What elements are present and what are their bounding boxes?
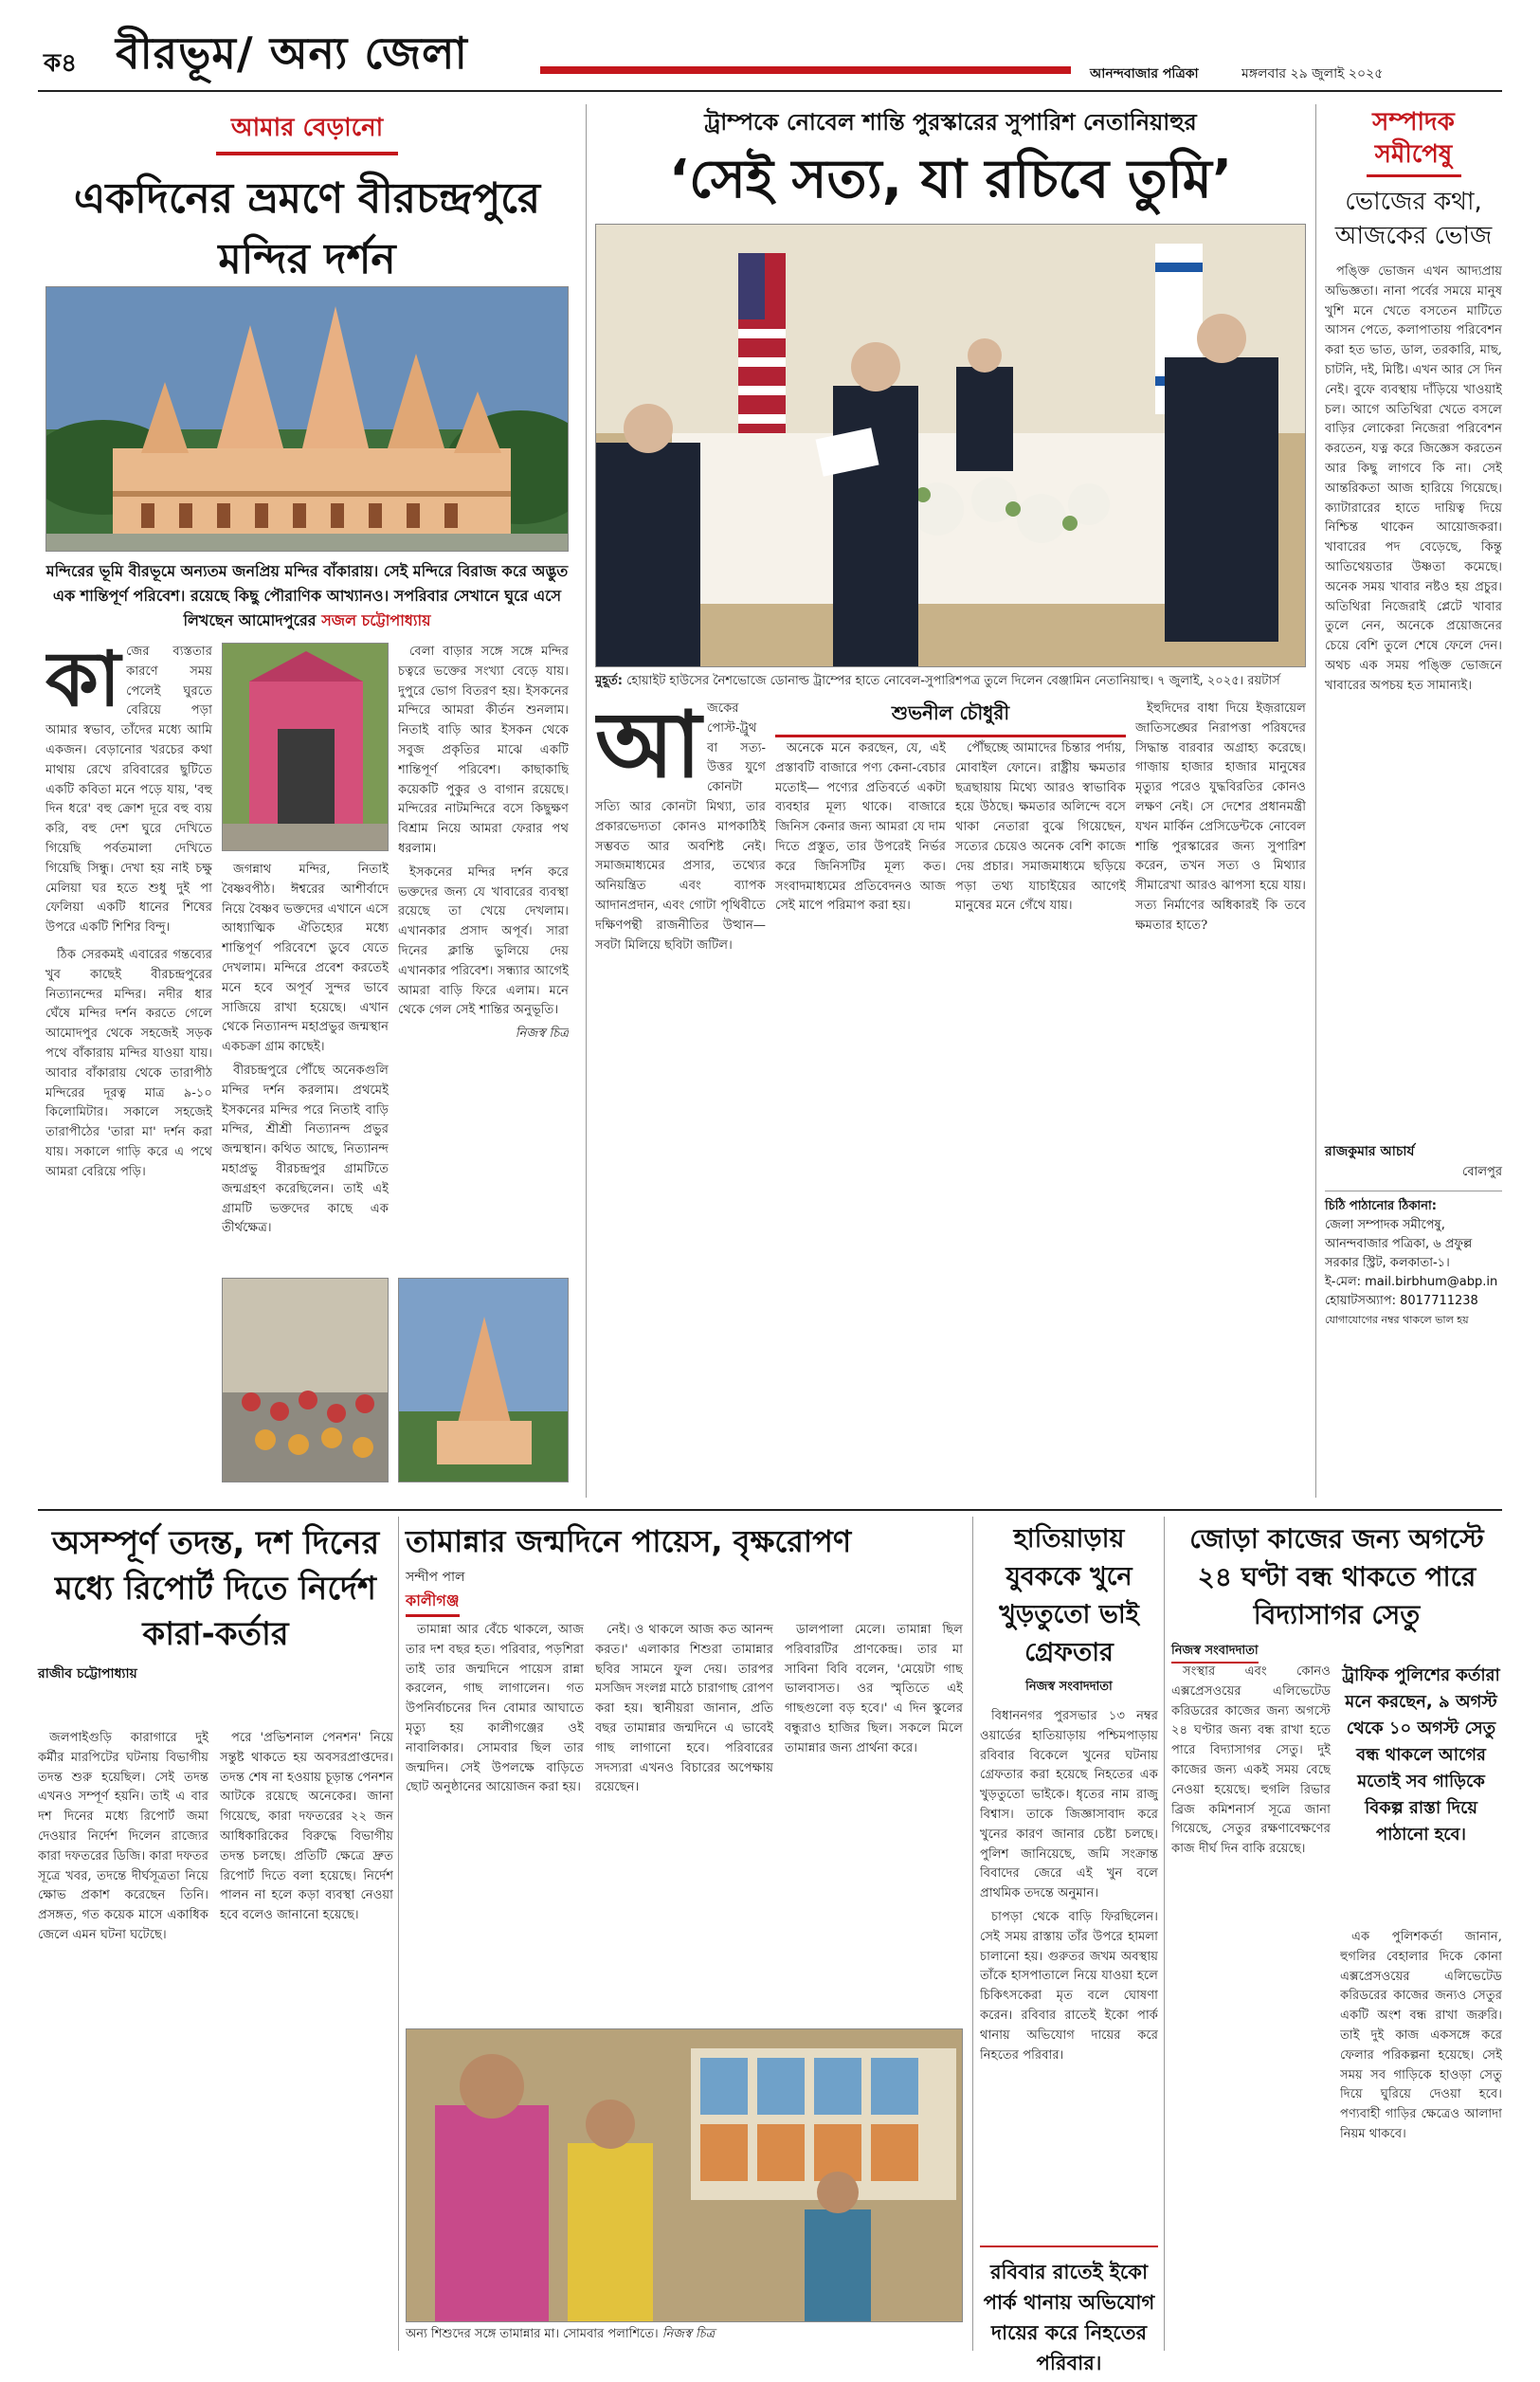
issue-date: মঙ্গলবার ২৯ জুলাই ২০২৫: [1241, 66, 1384, 82]
story4-column-1: [1171, 1663, 1331, 2345]
story2-col1-text: তামান্না আর বেঁচে থাকলে, আজ তার দশ বছর হত। পরিবার, পড়শিরা তাই তার জন্মদিনে পায়েস রান্না করলেন, গাছ লাগালেন। গত উপনির্বাচনের দিন বোমার আঘাতে মৃত্যু হয় কালীগঞ্জের ওই নাবালিকার। সোমবার ছিল তার জন্মদিন। সেই উপলক্ষে বাড়িতে ছোট অনুষ্ঠানের আয়োজন করা হয়।: [406, 1623, 584, 1795]
dinner-illustration: [596, 225, 1306, 667]
story-tamanna: [406, 1520, 967, 2355]
travel-col2b-text: বীরচন্দ্রপুরে পৌঁছে অনেকগুলি মন্দির দর্শন করলাম। প্রথমেই ইসকনের মন্দির পরে নিতাই বাড়ি মন্দির, শ্রীশ্রী নিত্যানন্দ প্রভুর জন্মস্থান। কথিত আছে, নিত্যানন্দ মহাপ্রভু বীরচন্দ্রপুর গ্রামটিতে জন্মগ্রহণ করেছিলেন। তাই এই গ্রামটি ভক্তদের কাছে এক তীর্থক্ষেত্র।: [222, 1063, 389, 1236]
story4-author: নিজস্ব সংবাদদাতা: [1171, 1642, 1259, 1664]
temple-small-illustration: [399, 1279, 569, 1482]
story2-headline: তামান্নার জন্মদিনে পায়েস, বৃক্ষরোপণ: [406, 1523, 852, 1559]
lead-kicker: ট্রাম্পকে নোবেল শান্তি পুরস্কারের সুপারিশ নেতানিয়াহুর: [704, 109, 1197, 136]
travel-tag: আমার বেড়ানো: [216, 106, 398, 155]
address-text: জেলা সম্পাদক সমীপেষু, আনন্দবাজার পত্রিকা, ৬ প্রফুল্ল সরকার স্ট্রিট, কলকাতা-১।: [1325, 1218, 1473, 1270]
story2-caption: [406, 2326, 963, 2343]
travel-column-3: [398, 643, 569, 1249]
lead-col3-text: পৌঁছচ্ছে আমাদের চিন্তার পর্দায়, মোবাইল ফোনে। রাষ্ট্রীয় ক্ষমতার ছত্রছায়ায় মিথ্যে আরও স্বাভাবিক হয়ে উঠছে। ক্ষমতার অলিন্দে বসে থাকা নেতারা বুঝে গিয়েছেন, সত্যের চেয়েও অনেক বেশি কাজে দেয় প্রচার। সমাজমাধ্যমে ছড়িয়ে পড়া তথ্য যাচাইয়ের আগেই মানুষের মনে গেঁথে যায়।: [955, 741, 1126, 914]
story4-col2-text: এক পুলিশকর্তা জানান, হুগলির বেহালার দিকে কোনা এক্সপ্রেসওয়ের এলিভেটেড করিডরের কাজের জন্যও সেতুর একটি অংশ বন্ধ রাখা জরুরি। তাই দুই কাজ একসঙ্গে করে ফেলার পরিকল্পনা হয়েছে। সেই সময় সব গাড়িকে হাওড়া সেতু দিয়ে ঘুরিয়ে দেওয়া হবে। পণ্যবাহী গাড়ির ক্ষেত্রেও আলাদা নিয়ম থাকবে।: [1340, 1930, 1502, 2141]
temple-photo: [45, 286, 569, 552]
letters-body-text: পঙ্ক্তি ভোজন এখন আদ্যপ্রায় অভিজ্ঞতা। নানা পর্বের সময়ে মানুষ খুশি মনে খেতে বসতেন মাটিতে আসন পেতে, কলাপাতায় পরিবেশন করা হত ভাত, ডাল, তরকারি, মাছ, চাটনি, দই, মিষ্টি। এখন আর সে দিন নেই। বুফে ব্যবস্থায় দাঁড়িয়ে খাওয়াই চল। আগে অতিথিরা খেতে বসলে বাড়ির লোকেরা নিজেরা পরিবেশন করতেন, যত্ন করে জিজ্ঞেস করতেন আর কিছু লাগবে কি না। সেই আন্তরিকতা আজ হারিয়ে গিয়েছে। ক্যাটারারের হাতে দায়িত্ব দিয়ে নিশ্চিন্ত থাকেন আয়োজকরা। খাবারের পদ বেড়েছে, কিন্তু আতিথেয়তার উষ্ণতা কমেছে। অনেক সময় খাবার নষ্টও হয় প্রচুর। অতিথিরা নিজেরাই প্লেটে খাবার তুলে নেন, অনেকে প্রয়োজনের চেয়ে বেশি তুলে শেষে ফেলে দেন। অথচ এক সময় পঙ্ক্তি ভোজনে খাবারের অপচয় হত সামান্যই।: [1325, 264, 1502, 693]
travel-drop-cap: কা: [45, 643, 121, 723]
lead-story: [595, 106, 1306, 1500]
story4-headline: জোড়া কাজের জন্য অগস্টে ২৪ ঘণ্টা বন্ধ থাকতে পারে বিদ্যাসাগর সেতু: [1189, 1523, 1484, 1630]
story3-col1-text: বিধাননগর পুরসভার ১৩ নম্বর ওয়ার্ডের হাতিয়াড়ায় পশ্চিমপাড়ায় রবিবার বিকেলে খুনের ঘটনায় গ্রেফতার করা হয়েছে নিহতের এক খুড়তুতো ভাইকে। ধৃতের নাম রাজু বিশ্বাস। তাকে জিজ্ঞাসাবাদ করে খুনের কারণ জানার চেষ্টা চলছে। পুলিশ জানিয়েছে, জমি সংক্রান্ত বিবাদের জেরে এই খুন বলে প্রাথমিক তদন্তে অনুমান।: [980, 1709, 1158, 1901]
devotees-illustration: [223, 1279, 389, 1482]
caption-text: হোয়াইট হাউসের নৈশভোজে ডোনাল্ড ট্রাম্পের হাতে নোবেল-সুপারিশপত্র তুলে দিলেন বেঞ্জামিন নেতানিয়াহু। ৭ জুলাই, ২০২৫। রয়টার্স: [626, 674, 1280, 688]
children-illustration: [407, 2029, 963, 2322]
letters-tag-1: সম্পাদক: [1372, 108, 1455, 136]
caption-label: মুহূর্ত:: [595, 674, 624, 688]
story3-author: নিজস্ব সংবাদদাতা: [1025, 1680, 1113, 1694]
story4-column-2: [1340, 1928, 1502, 2345]
address-whatsapp: হোয়াটসঅ্যাপ: 8017711238: [1325, 1294, 1478, 1308]
story-jail: [38, 1520, 393, 2355]
story1-col2-text: পরে 'প্রভিশনাল পেনশন' নিয়ে সন্তুষ্ট থাকতে হয় অবসরপ্রাপ্তদের। তদন্ত শেষ না হওয়ায় চূড়ান্ত পেনশন আটকে রয়েছে অনেকের। জানা গিয়েছে, কারা দফতরের ২২ জন আধিকারিকের বিরুদ্ধে বিভাগীয় তদন্ত চলছে। প্রতিটি ক্ষেত্রে দ্রুত রিপোর্ট দিতে বলা হয়েছে। নির্দেশ পালন না হলে কড়া ব্যবস্থা নেওয়া হবে বলেও জানানো হয়েছে।: [220, 1731, 393, 1923]
lead-col4-text: ইহুদিদের বাধা দিয়ে ইজ়রায়েল জাতিসঙ্ঘের নিরাপত্তা পরিষদের সিদ্ধান্ত বারবার অগ্রাহ্য করেছে। গাজ়ায় হাজার হাজার মানুষের মৃত্যুর পরেও যুদ্ধবিরতির কোনও লক্ষণ নেই। সে দেশের প্রধানমন্ত্রী যখন মার্কিন প্রেসিডেন্টকে নোবেল শান্তি পুরস্কারের জন্য সুপারিশ করেন, তখন সত্য ও মিথ্যার সীমারেখা আরও ঝাপসা হয়ে যায়। সত্য নির্মাণের অধিকারই কি তবে ক্ষমতার হাতে?: [1135, 701, 1306, 933]
story3-headline: হাতিয়াড়ায় যুবককে খুনে খুড়তুতো ভাই গ্রেফতার: [999, 1524, 1139, 1667]
lead-byline: শুভনীল চৌধুরী: [775, 700, 1126, 737]
lead-column-3: [955, 739, 1126, 1496]
travel-col3-text: বেলা বাড়ার সঙ্গে সঙ্গে মন্দির চত্বরে ভক্তের সংখ্যা বেড়ে যায়। দুপুরে ভোগ বিতরণ হয়। ইসকনের মন্দিরে আমরা কীর্তন শুনলাম। নিতাই বাড়ি আর ইসকন থেকে সবুজ প্রকৃতির মাঝে একটি শান্তিপূর্ণ পরিবেশ। কাছাকাছি কয়েকটি পুকুর ও বাগান রয়েছে। মন্দিরের নাটমন্দিরে বসে কিছুক্ষণ বিশ্রাম নিয়ে আমরা ফেরার পথ ধরলাম।: [398, 645, 569, 856]
lead-caption: [595, 673, 1306, 690]
story2-place: কালীগঞ্জ: [406, 1589, 460, 1617]
letters-address-box: [1325, 1191, 1502, 1330]
travel-col4-text: ইসকনের মন্দির দর্শন করে ভক্তদের জন্য যে খাবারের ব্যবস্থা রয়েছে তা খেয়ে দেখলাম। এখানকার প্রসাদ অপূর্ব। সারা দিনের ক্লান্তি ভুলিয়ে দেয় এখানকার পরিবেশ। সন্ধ্যার আগেই আমরা বাড়ি ফিরে এলাম। মনে থেকে গেল সেই শান্তির অনুভূতি।: [398, 864, 569, 1018]
story1-column-2: [220, 1729, 393, 2345]
story3-body: [980, 1707, 1158, 2238]
story1-column-1: [38, 1729, 208, 2345]
travel-author: সজল চট্টোপাধ্যায়: [321, 611, 431, 629]
temple-illustration: [46, 287, 569, 552]
story2-column-2: [595, 1621, 773, 2019]
travel-col1b-text: ঠিক সেরকমই এবারের গন্তব্যের খুব কাছেই বীরচন্দ্রপুরের নিত্যানন্দের মন্দির। নদীর ধার ঘেঁষে মন্দির দর্শন করতে গেলে আমোদপুর থেকে সহজেই সড়ক পথে বাঁকারায় মন্দির যাওয়া যায়। আবার বাঁকারায় থেকে তারাপীঠ মন্দিরের দূরত্ব মাত্র ৯-১০ কিলোমিটার। সকালে সহজেই তারাপীঠের 'তারা মা' দর্শন করা যায়। সকালে গাড়ি করে এ পথে আমরা বেরিয়ে পড়ি।: [45, 947, 212, 1179]
story-bridge: [1171, 1520, 1502, 2355]
address-title: চিঠি পাঠানোর ঠিকানা:: [1325, 1199, 1437, 1213]
divider-bottom-2: [972, 1517, 973, 2351]
lead-column-4: [1135, 700, 1306, 1496]
story4-pullquote: ট্রাফিক পুলিশের কর্তারা মনে করছেন, ৯ অগস্ট থেকে ১০ অগস্ট সেতু বন্ধ থাকলে আগের মতোই সব গাড়িকে বিকল্প রাস্তা দিয়ে পাঠানো হবে।: [1342, 1665, 1500, 1845]
travel-col2-text: জগন্নাথ মন্দির, নিতাই বৈষ্ণবপীঠ। ঈশ্বরের আশীর্বাদে নিয়ে বৈষ্ণব ভক্তদের এখানে এসে আধ্যাত্মিক ঐতিহ্যের মধ্যে শান্তিপূর্ণ পরিবেশে ডুবে যেতে দেখলাম। মন্দিরে প্রবেশ করতেই মনে হবে অপূর্ব সুন্দর ভাবে সাজিয়ে রাখা হয়েছে। এখান থেকে নিত্যানন্দ মহাপ্রভুর জন্মস্থান একচক্রা গ্রাম কাছেই।: [222, 863, 389, 1055]
story-murder: [980, 1520, 1158, 2374]
story2-col2-text: নেই। ও থাকলে আজ কত আনন্দ করত।' এলাকার শিশুরা তামান্নার ছবির সামনে ফুল দেয়। তারপর মসজিদ সংলগ্ন মাঠে চারাগাছ রোপণ করা হয়। স্থানীয়রা জানান, প্রতি বছর তামান্নার জন্মদিনে এ ভাবেই গাছ লাগানো হবে। পরিবারের সদস্যরা এখনও বিচারের অপেক্ষায় রয়েছেন।: [595, 1623, 773, 1795]
story2-column-1: [406, 1621, 584, 2019]
story1-col1-text: জলপাইগুড়ি কারাগারে দুই কর্মীর মারপিটের ঘটনায় বিভাগীয় তদন্ত শুরু হয়েছিল। সেই তদন্ত এখনও সম্পূর্ণ হয়নি। তাই এ বার দশ দিনের মধ্যে রিপোর্ট জমা দেওয়ার নির্দেশ দিলেন রাজ্যের কারা দফতরের ডিজি। কারা দফতর সূত্রে খবর, তদন্তে দীর্ঘসূত্রতা নিয়ে ক্ষোভ প্রকাশ করেছেন তিনি। প্রসঙ্গত, গত কয়েক মাসে একাধিক জেলে এমন ঘটনা ঘটেছে।: [38, 1731, 208, 1942]
divider-right: [1315, 104, 1316, 1498]
standfirst-text: মন্দিরের ভূমি বীরভূমে অন্যতম জনপ্রিয় মন্দির বাঁকারায়। সেই মন্দিরে বিরাজ করে অদ্ভুত এক শান্তিপূর্ণ পরিবেশ। রয়েছে কিছু পৌরাণিক আখ্যানও। সপরিবার সেখানে ঘুরে এসে লিখছেন আমোদপুরের: [45, 562, 569, 629]
section-title: বীরভূম/ অন্য জেলা: [116, 27, 468, 79]
temple-small-photo: [398, 1278, 569, 1482]
masthead: [38, 21, 1502, 89]
divider-horizontal: [38, 1509, 1502, 1511]
letters-headline: ভোজের কথা, আজকের ভোজ: [1334, 188, 1493, 250]
lead-headline: ‘সেই সত্য, যা রচিবে তুমি’: [668, 149, 1233, 210]
header-rule: [38, 90, 1502, 92]
story2-author: সন্দীপ পাল: [406, 1570, 465, 1585]
story1-author: রাজীব চট্টোপাধ্যায়: [38, 1666, 137, 1682]
address-email[interactable]: ই-মেল: mail.birbhum@abp.in: [1325, 1275, 1498, 1289]
gate-photo: [222, 643, 389, 851]
paper-name: আনন্দবাজার পত্রিকা: [1090, 66, 1199, 82]
travel-standfirst: [45, 559, 569, 633]
story2-photo: [406, 2028, 963, 2322]
letters-author: রাজকুমার আচার্য: [1325, 1144, 1415, 1159]
travel-photo-credit: নিজস্ব চিত্র: [515, 1027, 569, 1042]
story3-pullquote: রবিবার রাতেই ইকো পার্ক থানায় অভিযোগ দায়ের করে নিহতের পরিবার।: [980, 2246, 1158, 2378]
travel-column-1: [45, 643, 212, 1496]
lead-col2-text: অনেকে মনে করছেন, যে, এই প্রস্তাবটি বাজারে পণ্য কেনা-বেচার মতোই— পণ্যের প্রতিবর্তে একটা ব্যবহার মূল্য থাকে। বাজারে জিনিস কেনার জন্য আমরা যে দাম দিতে প্রস্তুত, তার উপরেই নির্ভর করে জিনিসটির মূল্য কত। সংবাদমাধ্যমের প্রতিবেদনও আজ সেই মাপে পরিমাপ করা হয়।: [775, 741, 946, 914]
letters-body: [1325, 263, 1502, 1135]
letters-tag-rule: [1367, 174, 1461, 177]
divider-bottom-3: [1164, 1517, 1165, 2351]
lead-drop-cap: আ: [595, 700, 701, 798]
story2-caption-text: অন্য শিশুদের সঙ্গে তামান্নার মা। সোমবার পলাশিতে।: [406, 2327, 659, 2341]
header-red-rule: [540, 66, 1071, 74]
divider-left: [586, 104, 587, 1498]
story2-credit: নিজস্ব চিত্র: [661, 2327, 716, 2341]
lead-column-2: [775, 739, 946, 1496]
story1-headline: অসম্পূর্ণ তদন্ত, দশ দিনের মধ্যে রিপোর্ট দিতে নির্দেশ কারা-কর্তার: [51, 1524, 380, 1653]
letters-place: বোলপুর: [1462, 1165, 1502, 1179]
story4-col1-text: সংস্থার এবং কোনও এক্সপ্রেসওয়ের এলিভেটেড করিডরের কাজের জন্য অগস্টে ২৪ ঘণ্টার জন্য বন্ধ রাখা হতে পারে বিদ্যাসাগর সেতু। দুই কাজের জন্য একই সময় বেছে নেওয়া হয়েছে। হুগলি রিভার ব্রিজ কমিশনার্স সূত্রে জানা গিয়েছে, সেতুর রক্ষণাবেক্ষণের কাজ দীর্ঘ দিন বাকি রয়েছে।: [1171, 1664, 1331, 1857]
travel-col1-text: জের ব্যস্ততার কারণে সময় পেলেই ঘুরতে বেরিয়ে পড়া আমার স্বভাব, তাঁদের মধ্যে আমি একজন। বেড়ানোর খরচের কথা মাথায় রেখে রবিবারের ছুটিতে একটি কবিতা মনে পড়ে যায়, 'বহু দিন ধরে' বহু ক্রোশ দূরে বহু ব্যয় করি, বহু দেশ ঘুরে দেখিতে গিয়েছি পর্বতমালা দেখিতে গিয়েছি সিন্ধু। দেখা হয় নাই চক্ষু মেলিয়া ঘর হতে শুধু দুই পা ফেলিয়া একটি ধানের শিষের উপরে একটি শিশির বিন্দু।: [45, 645, 212, 936]
lead-column-1: [595, 700, 766, 1496]
story2-col3-text: ডালপালা মেলে। তামান্না ছিল পরিবারটির প্রাণকেন্দ্র। তার মা সাবিনা বিবি বলেন, 'মেয়েটা গাছ ভালবাসত। ওর স্মৃতিতে এই গাছগুলো বড় হবে।' এ দিন স্কুলের বন্ধুরাও হাজির ছিল। সকলে মিলে তামান্নার জন্য প্রার্থনা করে।: [785, 1623, 963, 1755]
address-note: যোগাযোগের নম্বর থাকলে ভাল হয়: [1325, 1314, 1469, 1326]
letters-tag-2: সমীপেষু: [1374, 140, 1453, 169]
divider-bottom-1: [398, 1517, 399, 2351]
lead-col1-text: জকের পোস্ট-ট্রুথ বা সত্য-উত্তর যুগে কোনটা সত্যি আর কোনটা মিথ্যা, তার প্রকারভেদ্যতা কোনও মাপকাঠিই সম্ভবত আর অবশিষ্ট নেই। সমাজমাধ্যমের প্রসার, তথ্যের অনিয়ন্ত্রিত এবং ব্যাপক আদানপ্রদান, এবং গোটা পৃথিবীতে দক্ষিণপন্থী রাজনীতির উত্থান—সবটা মিলিয়ে ছবিটা জটিল।: [595, 701, 766, 953]
travel-feature: [38, 106, 576, 1500]
story3-col2-text: চাপড়া থেকে বাড়ি ফিরছিলেন। সেই সময় রাস্তায় তাঁর উপরে হামলা চালানো হয়। গুরুতর জখম অবস্থায় তাঁকে হাসপাতালে নিয়ে যাওয়া হলে চিকিৎসকেরা মৃত বলে ঘোষণা করেন। রবিবার রাতেই ইকো পার্ক থানায় অভিযোগ দায়ের করে নিহতের পরিবার।: [980, 1909, 1158, 2063]
travel-headline: একদিনের ভ্রমণে বীরচন্দ্রপুরে মন্দির দর্শন: [73, 174, 541, 283]
lead-photo: [595, 224, 1306, 667]
devotees-photo: [222, 1278, 389, 1482]
gate-illustration: [223, 644, 389, 851]
letters-column: [1325, 106, 1502, 1500]
page-number: ক৪: [44, 49, 78, 78]
story2-column-3: [785, 1621, 963, 2019]
